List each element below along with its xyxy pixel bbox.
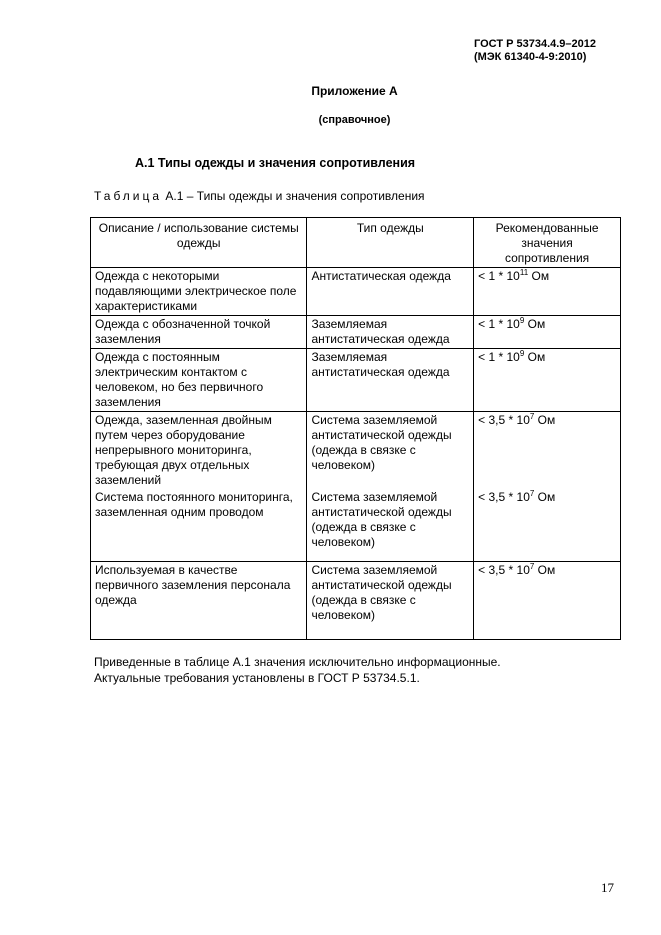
value-unit: Ом [524,317,546,331]
section-title: А.1 Типы одежды и значения сопротивления [135,156,416,170]
footnote-line-2: Актуальные требования установлены в ГОСТ Р 53734.5.1. [94,671,420,685]
value-prefix: < 1 * 10 [478,350,520,364]
value-unit: Ом [534,490,556,504]
row-type: Система заземляемой антистатической одежды (одежда в связке с человеком) [307,412,474,490]
header-value: Рекомендованные значения сопротивления [474,218,621,268]
value-exponent: 7 [529,412,535,421]
resistance-table [90,217,621,640]
row-value [474,489,621,562]
row-type: Система заземляемой антистатической одежды (одежда в связке с человеком) [307,562,474,640]
value-exponent: 9 [519,316,525,325]
row-value [474,562,621,640]
document-header [474,38,596,64]
row-description: Одежда с обозначенной точкой заземления [91,316,307,349]
row-type: Заземляемая антистатическая одежда [307,316,474,349]
row-description: Система постоянного мониторинга, заземленная одним проводом [91,489,307,562]
value-unit: Ом [534,563,556,577]
value-prefix: < 1 * 10 [478,269,520,283]
page-number: 17 [601,880,614,895]
value-unit: Ом [524,350,546,364]
row-description: Одежда с постоянным электрическим контактом с человеком, но без первичного заземления [91,349,307,412]
footnote-line-1: Приведенные в таблице А.1 значения исключительно информационные. [94,655,501,669]
appendix-note: (справочное) [318,114,391,126]
value-exponent: 9 [519,349,525,358]
value-exponent: 7 [529,562,535,571]
row-type: Система заземляемой антистатической одежды (одежда в связке с человеком) [307,489,474,562]
row-description: Одежда, заземленная двойным путем через оборудование непрерывного мониторинга, требующая двух отдельных заземлений [91,412,307,490]
value-prefix: < 3,5 * 10 [478,563,530,577]
table-row [91,316,621,349]
row-type: Антистатическая одежда [307,268,474,316]
value-prefix: < 1 * 10 [478,317,520,331]
table-row [91,489,621,562]
value-exponent: 7 [529,489,535,498]
row-value [474,349,621,412]
row-type: Заземляемая антистатическая одежда [307,349,474,412]
value-prefix: < 3,5 * 10 [478,490,530,504]
table-header-row [91,218,621,268]
table-row [91,349,621,412]
row-description: Используемая в качестве первичного заземления персонала одежда [91,562,307,640]
value-prefix: < 3,5 * 10 [478,413,530,427]
iec-reference: (МЭК 61340-4-9:2010) [474,51,587,63]
value-unit: Ом [534,413,556,427]
row-value [474,412,621,490]
value-unit: Ом [528,269,550,283]
table-caption [94,189,425,203]
row-value [474,268,621,316]
row-description: Одежда с некоторыми подавляющими электрическое поле характеристиками [91,268,307,316]
table-caption-text: А.1 – Типы одежды и значения сопротивления [165,189,425,203]
header-type: Тип одежды [307,218,474,268]
standard-number: ГОСТ Р 53734.4.9–2012 [474,38,597,50]
table-footnote [94,654,501,686]
appendix-title: Приложение А [311,84,398,98]
table-row [91,562,621,640]
header-description: Описание / использование системы одежды [91,218,307,268]
table-caption-prefix: Таблица [94,189,163,203]
row-value [474,316,621,349]
table-row [91,412,621,490]
table-row [91,268,621,316]
value-exponent: 11 [519,268,529,277]
